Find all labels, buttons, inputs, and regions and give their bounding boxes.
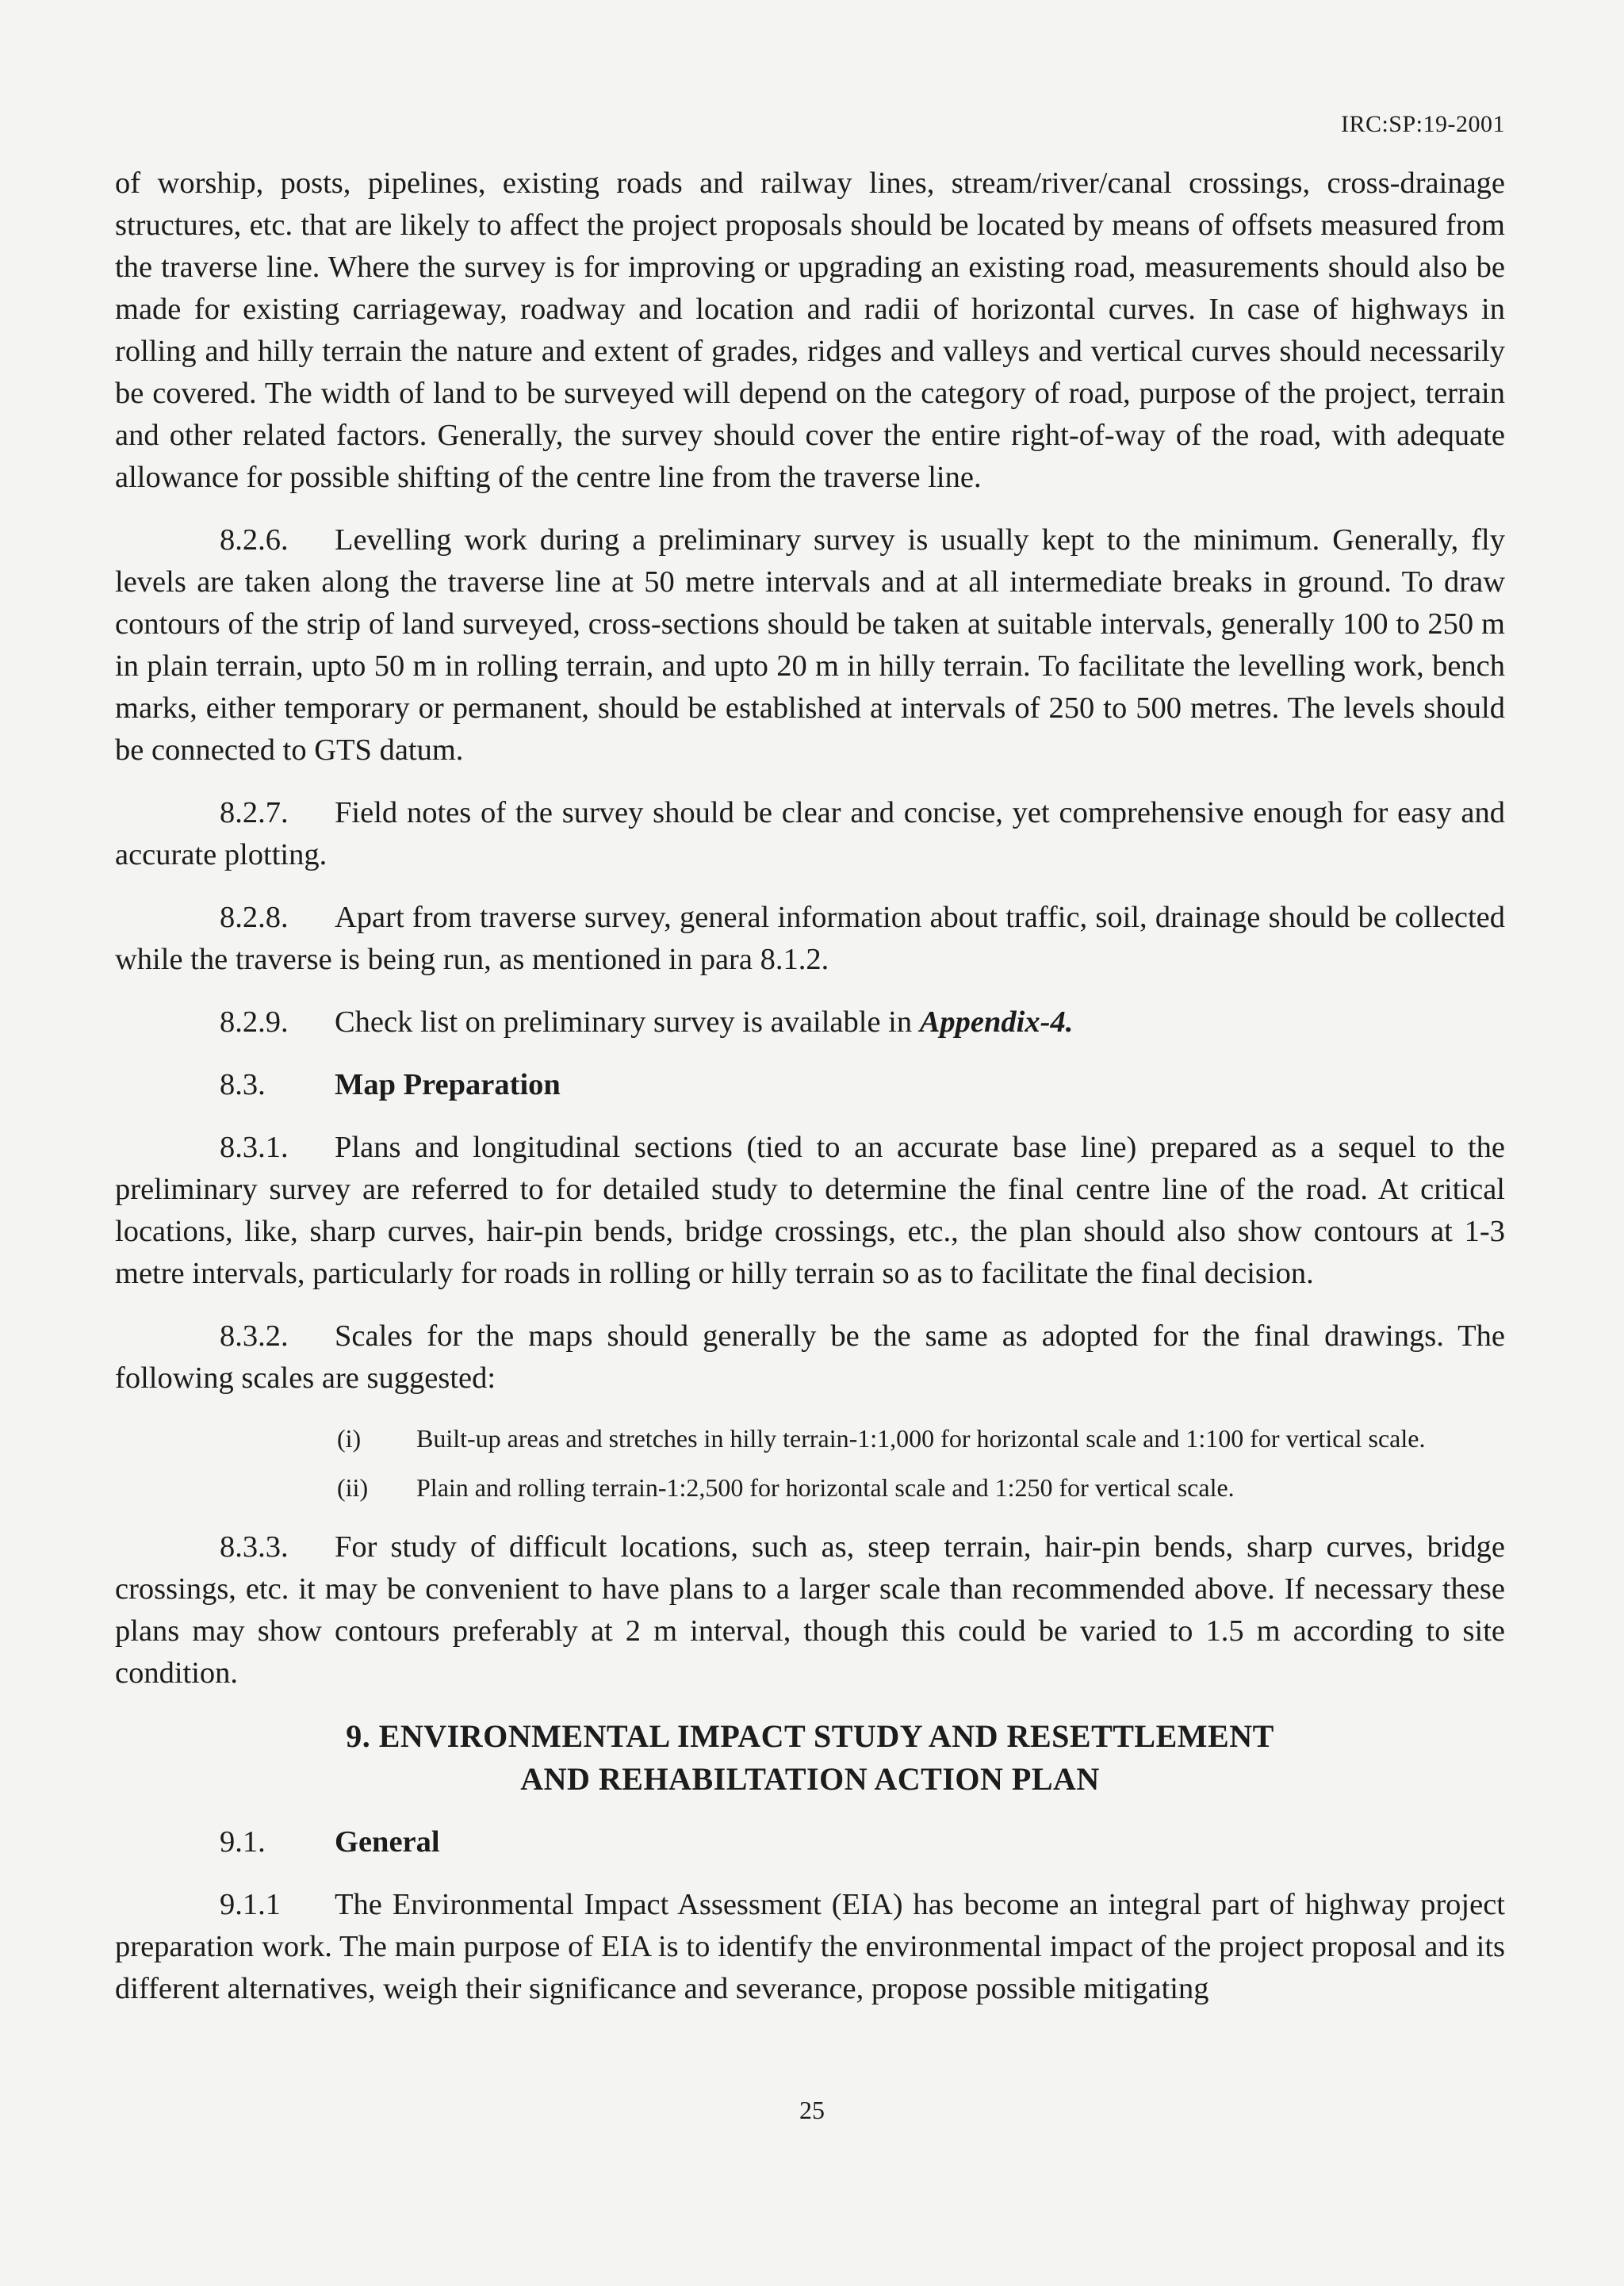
clause-number: 9.1.: [220, 1825, 266, 1859]
section-9-title: [115, 1715, 1505, 1801]
clause-number: 8.3.: [220, 1068, 266, 1101]
clause-number: 8.2.7.: [220, 796, 289, 829]
list-text: Built-up areas and stretches in hilly terrain-1:1,000 for horizontal scale and 1:100 for vertical scale.: [416, 1424, 1426, 1453]
page-number: 25: [799, 2096, 825, 2124]
clause-text: Check list on preliminary survey is available in: [335, 1005, 920, 1039]
paragraph-9-1-1: [115, 1884, 1505, 2010]
paragraph-8-3-2: [115, 1315, 1505, 1400]
document-reference: IRC:SP:19-2001: [1340, 111, 1505, 137]
paragraph-8-2-8: [115, 897, 1505, 981]
clause-text: The Environmental Impact Assessment (EIA) has become an integral part of highway project preparation work. The main purpose of EIA is to identify the environmental impact of the project proposal and its different alternatives, weigh their significance and severance, propose possible mitigating: [115, 1888, 1505, 2005]
clause-text: Field notes of the survey should be clear and concise, yet comprehensive enough for easy and accurate plotting.: [115, 796, 1505, 871]
paragraph-8-3-1: [115, 1127, 1505, 1295]
clause-text: Scales for the maps should generally be the same as adopted for the final drawings. The following scales are suggested:: [115, 1319, 1505, 1395]
scales-list: [115, 1420, 1505, 1506]
clause-text: Apart from traverse survey, general information about traffic, soil, drainage should be collected while the traverse is being run, as mentioned in para 8.1.2.: [115, 901, 1505, 976]
clause-number: 8.3.1.: [220, 1131, 289, 1164]
paragraph-8-3-3: [115, 1526, 1505, 1694]
clause-number: 8.2.8.: [220, 901, 289, 934]
clause-text: For study of difficult locations, such as, steep terrain, hair-pin bends, sharp curves, bridge crossings, etc. it may be convenient to have plans to a larger scale than recommended above. If necessary these plans may show contours preferably at 2 m interval, though this could be varied to 1.5 m according to site condition.: [115, 1530, 1505, 1690]
clause-number: 9.1.1: [220, 1888, 281, 1921]
clause-number: 8.2.9.: [220, 1005, 289, 1039]
appendix-reference: Appendix-4.: [919, 1005, 1074, 1039]
paragraph-continuation: of worship, posts, pipelines, existing roads and railway lines, stream/river/canal crossings, cross-drainage structures, etc. that are likely to affect the project proposals should be located by means of offsets measured from the traverse line. Where the survey is for improving or upgrading an existing road, measurements should also be made for existing carriageway, roadway and location and radii of horizontal curves. In case of highways in rolling and hilly terrain the nature and extent of grades, ridges and valleys and vertical curves should necessarily be covered. The width of land to be surveyed will depend on the category of road, purpose of the project, terrain and other related factors. Generally, the survey should cover the entire right-of-way of the road, with adequate allowance for possible shifting of the centre line from the traverse line.: [115, 167, 1505, 494]
list-marker: (i): [337, 1424, 362, 1453]
clause-number: 8.3.3.: [220, 1530, 289, 1564]
heading-9-1: [115, 1821, 1505, 1863]
list-item: [115, 1469, 1505, 1506]
list-marker: (ii): [337, 1473, 369, 1502]
heading-text: Map Preparation: [335, 1068, 561, 1101]
clause-text: Levelling work during a preliminary survey is usually kept to the minimum. Generally, fly levels are taken along the traverse line at 50 metre intervals and at all intermediate breaks in ground. To draw contours of the strip of land surveyed, cross-sections should be taken at suitable intervals, generally 100 to 250 m in plain terrain, upto 50 m in rolling terrain, and upto 20 m in hilly terrain. To facilitate the levelling work, bench marks, either temporary or permanent, should be established at intervals of 250 to 500 metres. The levels should be connected to GTS datum.: [115, 523, 1505, 767]
heading-8-3: [115, 1064, 1505, 1106]
paragraph-8-2-7: [115, 792, 1505, 876]
section-title-line: 9. ENVIRONMENTAL IMPACT STUDY AND RESETTLEMENT: [346, 1718, 1274, 1754]
clause-number: 8.3.2.: [220, 1319, 289, 1353]
clause-text: Plans and longitudinal sections (tied to an accurate base line) prepared as a sequel to the preliminary survey are referred to for detailed study to determine the final centre line of the road. At critical locations, like, sharp curves, hair-pin bends, bridge crossings, etc., the plan should also show contours at 1-3 metre intervals, particularly for roads in rolling or hilly terrain so as to facilitate the final decision.: [115, 1131, 1505, 1290]
heading-text: General: [335, 1825, 440, 1859]
section-title-line: AND REHABILTATION ACTION PLAN: [520, 1761, 1100, 1797]
page-content: [115, 163, 1505, 2031]
paragraph-8-2-6: [115, 519, 1505, 772]
paragraph-8-2-9: [115, 1001, 1505, 1043]
list-item: [115, 1420, 1505, 1457]
list-text: Plain and rolling terrain-1:2,500 for horizontal scale and 1:250 for vertical scale.: [416, 1473, 1235, 1502]
clause-number: 8.2.6.: [220, 523, 289, 557]
